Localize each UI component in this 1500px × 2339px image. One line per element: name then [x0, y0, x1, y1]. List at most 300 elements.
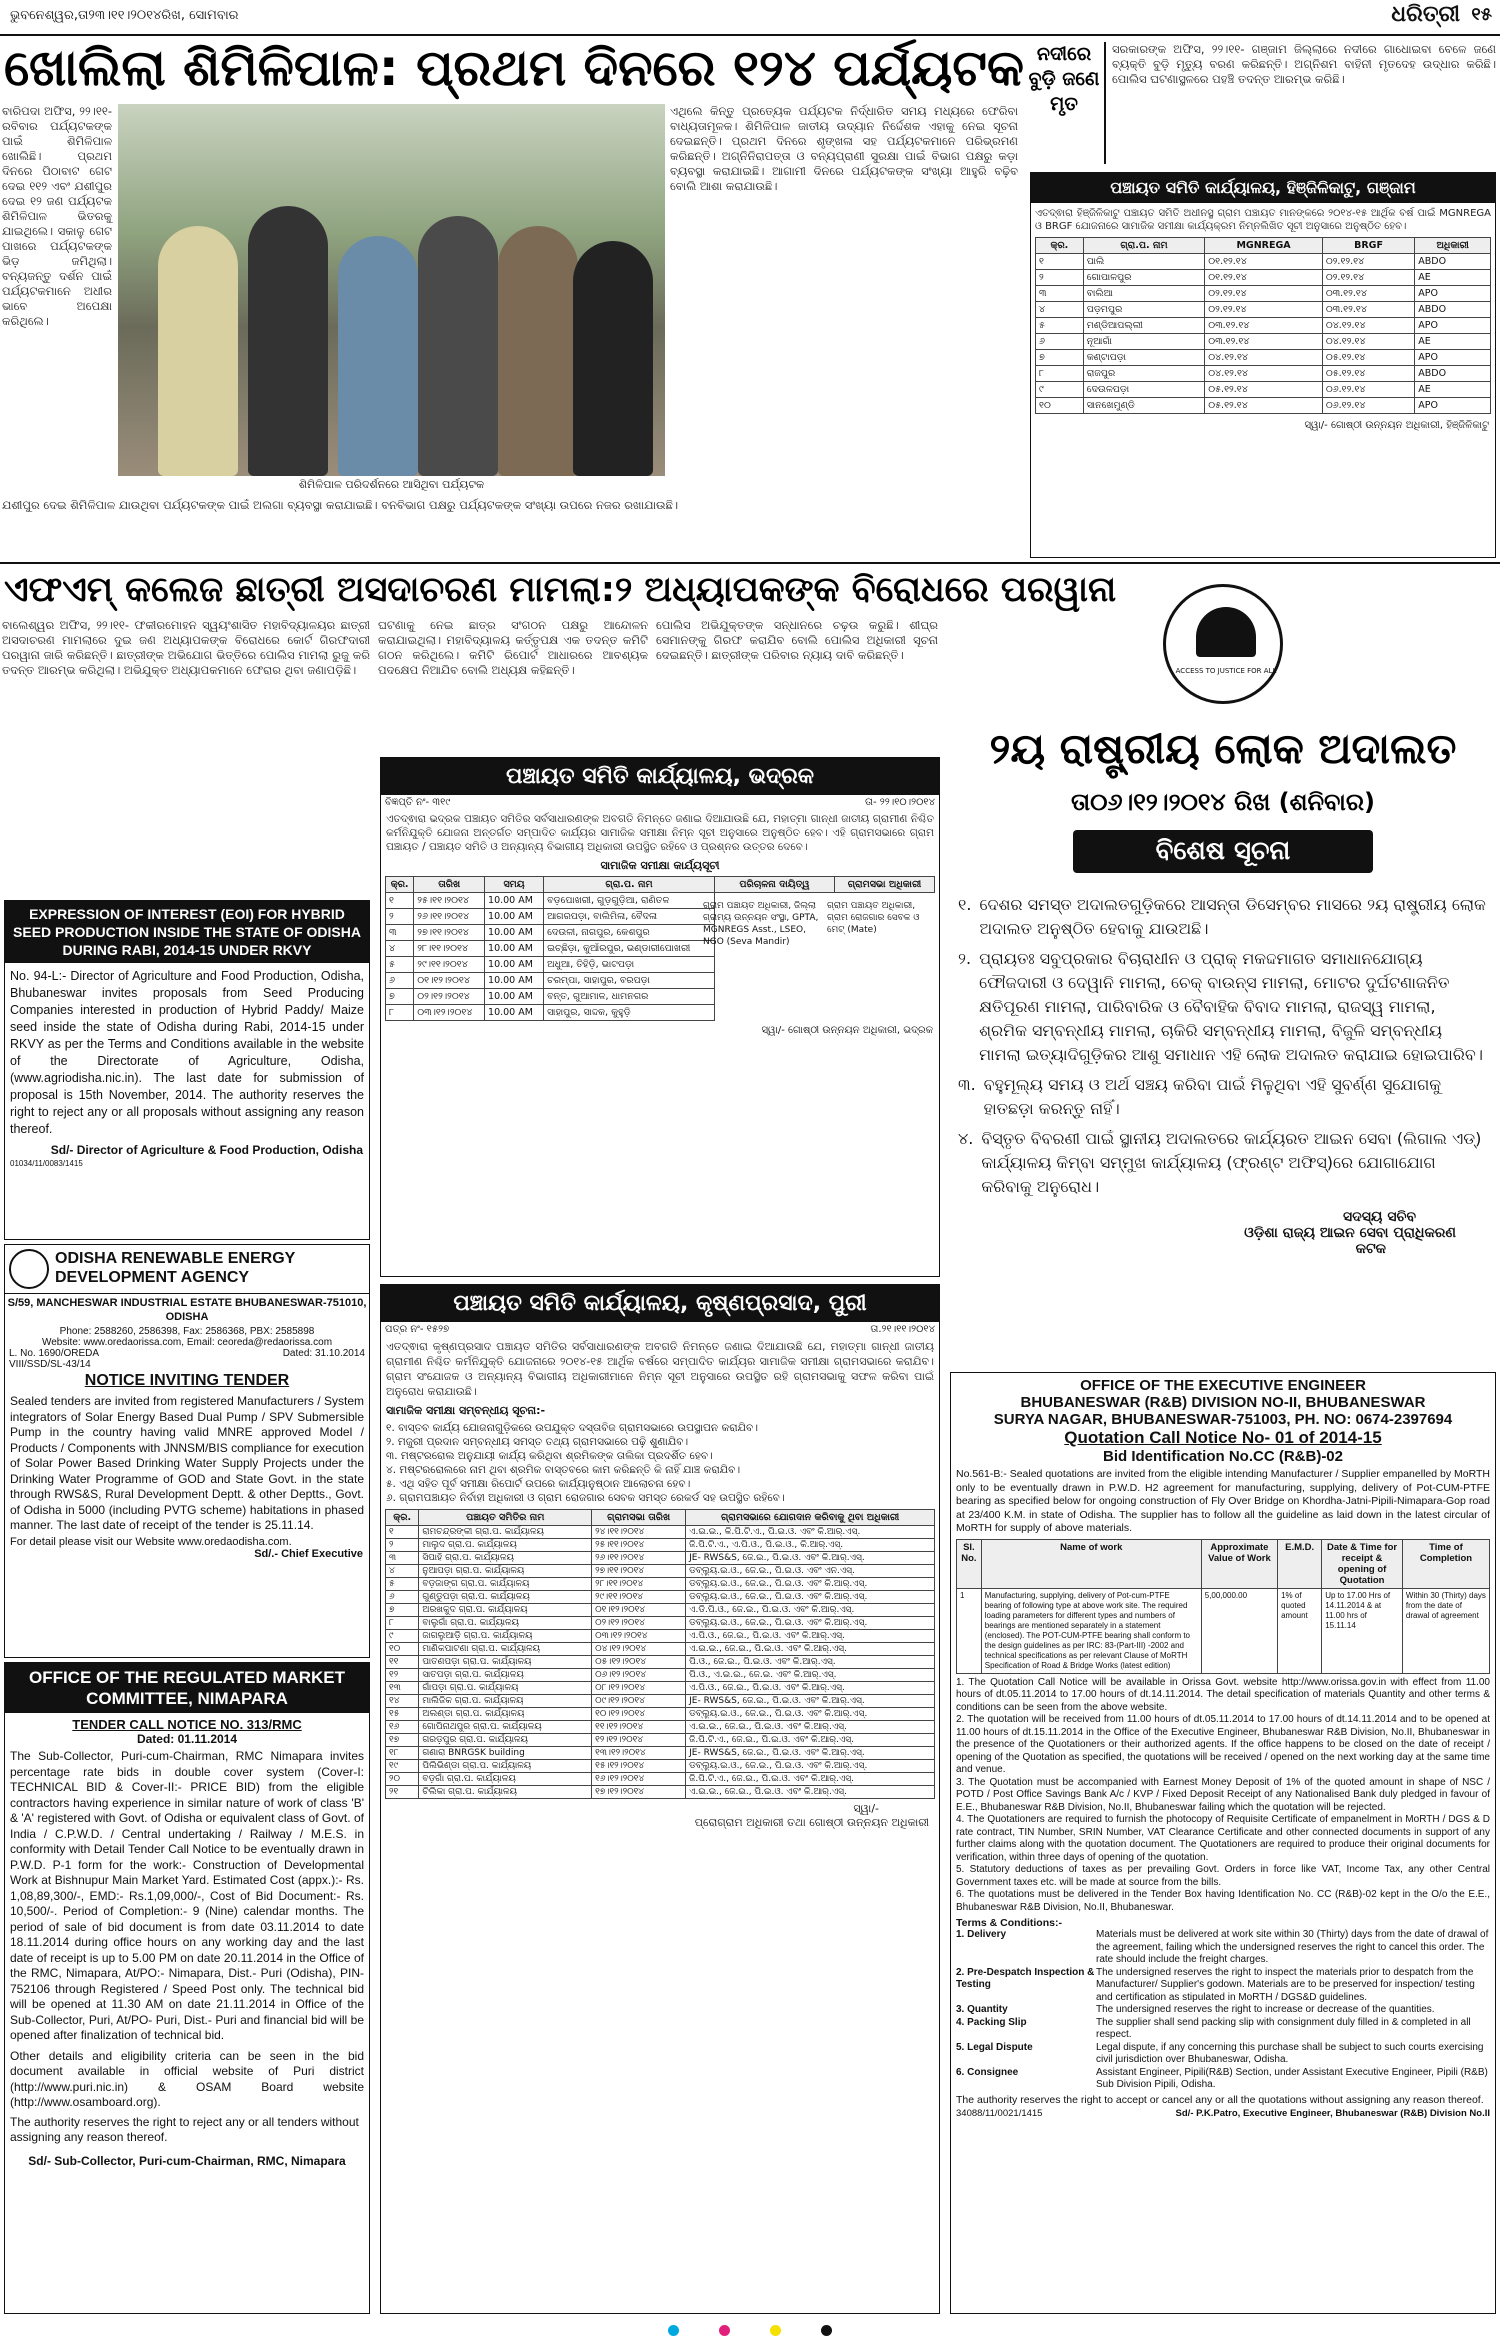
column-header: MGNREGA [1205, 238, 1323, 254]
table-cell: ୨୭।୧୧।୨୦୧୪ [592, 1565, 686, 1578]
term-text: The supplier shall send packing slip with consignment duly filled in & completed in all respect. [1096, 2016, 1471, 2040]
table-cell: AE [1415, 270, 1491, 286]
table-cell: ୧୫ [386, 1708, 419, 1721]
table-cell: ୫ [386, 1578, 419, 1591]
term-label: 5. Legal Dispute [956, 2041, 1033, 2053]
lead-tail: ଯଶୀପୁର ଦେଇ ଶିମିଳିପାଳ ଯାଉଥିବା ପର୍ଯ୍ୟଟକଙ୍କ ପାଇଁ ଅଲଗା ବ୍ୟବସ୍ଥା କରାଯାଇଛି। ବନବିଭାଗ ପକ୍ଷରୁ ପର୍ଯ୍ୟଟକଙ୍କ ସଂଖ୍ୟା ଉପରେ ନଜର ରଖାଯାଉଛି। [2, 498, 679, 512]
ps-bhadrak-list-head: ସାମାଜିକ ସମୀକ୍ଷା କାର୍ଯ୍ୟସୂଚୀ [600, 859, 720, 872]
rb-notes [951, 1674, 1495, 1918]
table-cell: AE [1415, 334, 1491, 350]
table-cell: ୦୩।୧୨।୨୦୧୪ [592, 1630, 686, 1643]
table-row [386, 1695, 935, 1708]
table-cell: APO [1415, 286, 1491, 302]
table-cell: ୭ [386, 989, 414, 1005]
eoi-notice [4, 900, 370, 1240]
table-cell: ୦୪।୧୨।୨୦୧୪ [592, 1643, 686, 1656]
column-header: ସମୟ [485, 877, 544, 893]
table-cell: ଜି.ପି.ଟି.ଏ., ଜେ.ଇ., ପି.ଇ.ଓ. ଏବଂ କି.ଆର୍.ଏସ୍. [686, 1734, 935, 1747]
table-cell: ପାଲି [1083, 254, 1205, 270]
table-row [386, 1578, 935, 1591]
column-header: ଗ୍ରାମସଭା ଅଧିକାରୀ [835, 877, 935, 893]
ps-bhadrak-resp: ଗ୍ରାମ ପଞ୍ଚାୟତ ଅଧିକାରୀ, ଜିଲ୍ଲା ଗ୍ରାମ୍ୟ ଉନ୍ନୟନ ସଂସ୍ଥା, GPTA, MGNREGS Asst., LSEO, NGO (Seva Mandir) [703, 901, 819, 947]
item-number: ୨. [958, 949, 972, 968]
table-cell: ୧୨।୧୨।୨୦୧୪ [592, 1734, 686, 1747]
column-header: ପଞ୍ଚାୟତ ସମିତିର ନାମ [419, 1510, 592, 1526]
oreda-date: Dated: 31.10.2014 [282, 1348, 365, 1359]
table-cell: ମଣ୍ଡିଆପଲ୍ଲୀ [1083, 318, 1205, 334]
table-cell: ୧୭ [386, 1734, 419, 1747]
table-cell: ଡବ୍ଲ୍ୟୁ.ଇ.ଓ., ଜେ.ଇ., ପି.ଇ.ଓ. ଏବଂ କି.ଆର୍.ଏସ୍. [686, 1591, 935, 1604]
table-cell [715, 973, 835, 989]
table-cell: ୧୯ [386, 1760, 419, 1773]
rule-item: ୧. ବାସ୍ତବ କାର୍ଯ୍ୟ ଯୋଜନାଗୁଡ଼ିକରେ ଉପଯୁକ୍ତ ଦସ୍ତାବିଜ ଗ୍ରାମସଭାରେ ଉପସ୍ଥାପନ କରାଯିବ। [386, 1422, 758, 1434]
dateline: ଭୁବନେଶ୍ୱର,ତା୨୩।୧୧।୨୦୧୪ରିଖ, ସୋମବାର [10, 8, 239, 23]
rb-table [956, 1539, 1490, 1674]
table-cell: ୯ [386, 1630, 419, 1643]
table-cell: ୦୫।୧୨।୨୦୧୪ [592, 1656, 686, 1669]
ps-puri-date: ତା.୨୧।୧୧।୨୦୧୪ [870, 1324, 935, 1335]
table-cell: ୧୦।୧୨।୨୦୧୪ [592, 1708, 686, 1721]
table-cell: ୮ [1036, 366, 1084, 382]
table-cell: ୦୪.୧୨.୧୪ [1322, 318, 1414, 334]
table-cell: ୦୧।୧୨।୨୦୧୪ [414, 973, 485, 989]
table-row [386, 1682, 935, 1695]
table-cell: ୦୫.୧୨.୧୪ [1322, 366, 1414, 382]
rule-item: ୬. ଗ୍ରାମପଞ୍ଚାୟତ ନିର୍ବାହୀ ଅଧିକାରୀ ଓ ଗ୍ରାମ ରୋଜଗାର ସେବକ ସମସ୍ତ ରେକର୍ଡ ସହ ଉପସ୍ଥିତ ରହିବେ। [386, 1492, 785, 1504]
table-row [1036, 382, 1491, 398]
term-label: 1. Delivery [956, 1929, 1007, 1940]
rule-item: ୨. ମଜୁରୀ ପ୍ରଦାନ ସମ୍ବନ୍ଧୀୟ ସମସ୍ତ ତଥ୍ୟ ଗ୍ରାମସଭାରେ ପଢ଼ି ଶୁଣାଯିବ। [386, 1436, 689, 1448]
rb-term [956, 2017, 1490, 2042]
oreda-detail: For detail please visit our Website www.oredaodisha.com. [10, 1535, 292, 1548]
lead-headline: ଖୋଲିଲା ଶିମିଳିପାଳ: ପ୍ରଥମ ଦିନରେ ୧୨୪ ପର୍ଯ୍ୟଟକ [4, 39, 1024, 97]
term-label: 6. Consignee [956, 2066, 1019, 2078]
lok-list-item [958, 893, 1488, 941]
rmc-notice [4, 1662, 370, 2314]
table-cell: ABDO [1415, 302, 1491, 318]
table-cell: ୦୫.୧୨.୧୪ [1205, 398, 1323, 414]
table-cell: ୨୪।୧୧।୨୦୧୪ [592, 1526, 686, 1539]
rmc-notice-no: TENDER CALL NOTICE NO. 313/RMC [72, 1717, 302, 1732]
lok-list-item [958, 1127, 1488, 1199]
black-dot [821, 2325, 832, 2336]
ps-puri-title: ପଞ୍ଚାୟତ ସମିତି କାର୍ଯ୍ୟାଳୟ, କୃଷ୍ଣପ୍ରସାଦ, ପୁରୀ [381, 1285, 939, 1322]
table-row [386, 1005, 935, 1021]
lok-adalat-date: ତା୦୬।୧୨।୨୦୧୪ ରିଖ (ଶନିବାର) [1070, 788, 1376, 816]
oreda-logo-icon [9, 1249, 49, 1289]
table-row [386, 1591, 935, 1604]
page-number: ୧୫ [1471, 4, 1492, 25]
table-cell: ପି.ଓ., ଜେ.ଇ., ପି.ଇ.ଓ. ଏବଂ କି.ଆର୍.ଏସ୍. [686, 1656, 935, 1669]
table-cell: ୧୧।୧୨।୨୦୧୪ [592, 1721, 686, 1734]
item-text: ବହୁମୂଲ୍ୟ ସମୟ ଓ ଅର୍ଥ ସଞ୍ଚୟ କରିବା ପାଇଁ ମିଳୁଥିବା ଏହି ସୁବର୍ଣ୍ଣ ସୁଯୋଗକୁ ହାତଛଡ଼ା କରନ୍ତୁ ନାହିଁ। [983, 1075, 1442, 1118]
table-cell: JE- RWS&S, ଜେ.ଇ., ପି.ଇ.ଓ. ଏବଂ କି.ଆର୍.ଏସ୍. [686, 1747, 935, 1760]
table-cell: ୮ [386, 1005, 414, 1021]
lead-story [0, 38, 1024, 558]
table-row [1036, 270, 1491, 286]
table-cell: APO [1415, 350, 1491, 366]
table-cell: ୦୩.୧୨.୧୪ [1205, 318, 1323, 334]
table-row [386, 1617, 935, 1630]
table-cell: ୧୬।୧୨।୨୦୧୪ [592, 1773, 686, 1786]
table-cell: ୦୫.୧୨.୧୪ [1322, 350, 1414, 366]
table-cell: ୨୧ [386, 1786, 419, 1799]
table-cell: ୦୬.୧୨.୧୪ [1322, 382, 1414, 398]
table-cell: ଗୋପିନାଥପୁର ଗ୍ରା.ପ. କାର୍ଯ୍ୟାଳୟ [419, 1721, 592, 1734]
lok-sign-1: ସଦସ୍ୟ ସଚିବ [1343, 1209, 1416, 1225]
table-cell: ଅଲଣ୍ଡା ଗ୍ରା.ପ. କାର୍ଯ୍ୟାଳୟ [419, 1708, 592, 1721]
table-row [386, 941, 935, 957]
table-cell: ୮ [386, 1617, 419, 1630]
table-cell: ଏ.ପି.ଓ., ଜେ.ଇ., ପି.ଇ.ଓ. ଏବଂ କି.ଆର୍.ଏସ୍. [686, 1682, 935, 1695]
table-row [957, 1588, 1490, 1673]
ps-puri-notice [380, 1284, 940, 2314]
table-cell: ABDO [1415, 254, 1491, 270]
table-row [386, 1786, 935, 1799]
table-cell: ୧୩ [386, 1682, 419, 1695]
table-cell: ଦେଉଳୀ, ନାଗପୁର, କେଶପୁର [544, 925, 715, 941]
table-cell: 5,00,000.00 [1201, 1588, 1277, 1673]
ps-ganjam-notice [1030, 172, 1496, 558]
table-cell: ରାଜପୁର [1083, 366, 1205, 382]
table-cell: ୨୫।୧୧।୨୦୧୪ [592, 1539, 686, 1552]
table-cell: କଣ୍ଟାପଡ଼ା [1083, 350, 1205, 366]
table-cell: ଚରମ୍ପା, ସାହାପୁର, ବରପଡ଼ା [544, 973, 715, 989]
fm-headline: ଏଫଏମ୍ କଲେଜ ଛାତ୍ରୀ ଅସଦାଚରଣ ମାମଲା:୨ ଅଧ୍ୟାପକଙ୍କ ବିରୋଧରେ ପରୱାନା [4, 570, 1117, 610]
rb-closing: The authority reserves the right to accept or cancel any or all the quotations without assigning any reason thereof. [956, 2093, 1484, 2106]
table-cell: ବଡ଼ଗାଁ ଗ୍ରା.ପ. କାର୍ଯ୍ୟାଳୟ [419, 1773, 592, 1786]
table-row [386, 1604, 935, 1617]
table-cell: ୭ [386, 1604, 419, 1617]
rb-division: BHUBANESWAR (R&B) DIVISION NO-II, BHUBANESWAR [1020, 1394, 1426, 1411]
cyan-dot [668, 2325, 679, 2336]
rmc-body: The Sub-Collector, Puri-cum-Chairman, RMC Nimapara invites percentage rate bids in double cover system (Cover-I: TECHNICAL BID & Cover-II:- PRICE BID) from the eligible contractors having experience in similar nature of work of class 'B' & 'A' registered with Govt. of Odisha or equivalent class of Govt. of India / C.P.W.D. / Central undertaking / Railway / M.E.S. in conformity with Detail Tender Call Notice to be eventually drawn in P.W.D. P-1 form for the work:- Construction of Developmental Work at Bishnupur Main Market Yard. Estimated Cost (appx.):- Rs. 1,08,89,300/-, EMD:- Rs.1,09,000/-, Cost of Bid Document:- Rs. 10,500/-. Period of Completion:- 9 (Nine) calendar months. The period of sale of bid document is from date 03.11.2014 to date 18.11.2014 during office hours on any working day and the last date of receipt is up to 5.00 PM on date 20.11.2014 in the Office of the RMC, Nimapara, At/PO:- Nimapara, Dist.- Puri (Odisha), PIN- 752106 through Registered / Speed Post only. The technical bid will be opened at 11.30 AM on date 21.11.2014 in Office of the Sub-Collector, Puri, At/PO- Puri, Dist.- Puri and financial bid will be opened after finalization of technical bid. [10, 1749, 364, 2042]
table-cell: ଡବ୍ଲ୍ୟୁ.ଇ.ଓ., ଜେ.ଇ., ପି.ଇ.ଓ. ଏବଂ କି.ଆର୍.ଏସ୍. [686, 1578, 935, 1591]
table-row [386, 1708, 935, 1721]
rmc-date: Dated: 01.11.2014 [136, 1732, 238, 1746]
table-cell: ୧ [1036, 254, 1084, 270]
table-cell: ବଡ଼ପୋଖରୀ, ଗୁଡ଼ଗୁଡ଼ିଆ, ରାଣିତଳ [544, 893, 715, 909]
oreda-lno: L. No. 1690/OREDA [9, 1348, 100, 1359]
table-row [386, 1721, 935, 1734]
table-cell: ୧୫।୧୨।୨୦୧୪ [592, 1760, 686, 1773]
lok-list-item [958, 947, 1488, 1067]
table-cell: ୨ [1036, 270, 1084, 286]
item-text: ବିସ୍ତୃତ ବିବରଣୀ ପାଇଁ ସ୍ଥାନୀୟ ଅଦାଲତରେ କାର୍ଯ୍ୟରତ ଆଇନ ସେବା (ଲିଗାଲ ଏଡ୍) କାର୍ଯ୍ୟାଳୟ କିମ୍ବା ସମ୍ମୁଖ କାର୍ଯ୍ୟାଳୟ (ଫ୍ରଣ୍ଟ ଅଫିସ୍)ରେ ଯୋଗାଯୋଗ କରିବାକୁ ଅନୁରୋଧ। [981, 1129, 1482, 1196]
table-cell: 10.00 AM [485, 893, 544, 909]
table-row [386, 1552, 935, 1565]
table-row [386, 1773, 935, 1786]
rb-note: 1. The Quotation Call Notice will be available in Orissa Govt. website http://www.orissa.gov.in with effect from 11.00 hours of dt.05.11.2014 to 17.00 hours of dt.14.11.2014. The detail specification of materials Quantity and other terms & conditions can be seen from the above website. [956, 1676, 1490, 1713]
rmc-title: OFFICE OF THE REGULATED MARKET COMMITTEE, NIMAPARA [5, 1663, 369, 1713]
lok-sign-3: କଟକ [1355, 1241, 1386, 1257]
table-cell: ୬ [386, 973, 414, 989]
table-cell: ଆଗରପଡ଼ା, ବାଲିମିଳା, ବୈଦଳା [544, 909, 715, 925]
table-cell: ଅଧୁଆ, ତିହିଡ଼ି, ଭାଟପଡ଼ା [544, 957, 715, 973]
table-cell: ୦୧.୧୨.୧୪ [1205, 270, 1323, 286]
table-cell: ୦୫.୧୨.୧୪ [1205, 382, 1323, 398]
eoi-title: EXPRESSION OF INTEREST (EOI) FOR HYBRID SEED PRODUCTION INSIDE THE STATE OF ODISHA DURING RABI, 2014-15 UNDER RKVY [5, 901, 369, 963]
table-cell [715, 957, 835, 973]
table-row [1036, 254, 1491, 270]
oreda-heading: NOTICE INVITING TENDER [84, 1372, 290, 1389]
table-cell: ଗୁଣ୍ଡୁପଡ଼ା ଗ୍ରା.ପ. କାର୍ଯ୍ୟାଳୟ [419, 1591, 592, 1604]
fm-col-3: ପୋଲିସ ଅଭିଯୁକ୍ତଙ୍କ ସନ୍ଧାନରେ ଚଢ଼ଉ କରୁଛି। ଶୀଘ୍ର ସେମାନଙ୍କୁ ଗିରଫ କରାଯିବ ବୋଲି ପୋଲିସ ଅଧିକାରୀ ସୂଚନା ଦେଇଛନ୍ତି। ଛାତ୍ରୀଙ୍କ ପରିବାର ନ୍ୟାୟ ଦାବି କରିଛନ୍ତି। [656, 618, 938, 662]
table-cell [835, 1005, 935, 1021]
table-cell: ୨୯।୧୧।୨୦୧୪ [592, 1591, 686, 1604]
ps-bhadrak-title: ପଞ୍ଚାୟତ ସମିତି କାର୍ଯ୍ୟାଳୟ, ଭଦ୍ରକ [381, 758, 939, 795]
table-cell: ଅରଖକୁଦ ଗ୍ରା.ପ. କାର୍ଯ୍ୟାଳୟ [419, 1604, 592, 1617]
table-cell: ଦେଉଳପଡ଼ା [1083, 382, 1205, 398]
table-cell: ୪ [1036, 302, 1084, 318]
table-cell: 10.00 AM [485, 941, 544, 957]
ps-bhadrak-mate: ଗ୍ରାମ ପଞ୍ଚାୟତ ଅଧିକାରୀ, ଗ୍ରାମ ରୋଜଗାର ସେବକ ଓ ମେଟ୍ (Mate) [827, 901, 920, 935]
lok-list-item [958, 1073, 1488, 1121]
item-number: ୩. [958, 1075, 976, 1094]
table-cell: ୦୯।୧୨।୨୦୧୪ [592, 1695, 686, 1708]
table-row [1036, 334, 1491, 350]
table-row [386, 1565, 935, 1578]
table-header-row [386, 1510, 935, 1526]
rb-term [956, 1967, 1490, 2005]
lead-col-2: ଏଥିଲେ କିନ୍ତୁ ପ୍ରତ୍ୟେକ ପର୍ଯ୍ୟଟକ ନିର୍ଦ୍ଧାରିତ ସମୟ ମଧ୍ୟରେ ଫେରିବା ବାଧ୍ୟତାମୂଳକ। ଶିମିଳିପାଳ ଜାତୀୟ ଉଦ୍ୟାନ ନିର୍ଦ୍ଦେଶକ ଏହାକୁ ନେଇ ସୂଚନା ଦେଇଛନ୍ତି। ପ୍ରଥମ ଦିନରେ ଶୃଙ୍ଖଳା ସହ ପର୍ଯ୍ୟଟକମାନେ ପରିଭ୍ରମଣ କରିଛନ୍ତି। ଅଗ୍ନିନିରାପତ୍ତା ଓ ବନ୍ୟପ୍ରାଣୀ ସୁରକ୍ଷା ପାଇଁ ବିଭାଗ ପକ୍ଷରୁ କଡ଼ା ବ୍ୟବସ୍ଥା କରାଯାଇଛି। ଆଗାମୀ ଦିନରେ ପର୍ଯ୍ୟଟକଙ୍କ ସଂଖ୍ୟା ଆହୁରି ବଢ଼ିବ ବୋଲି ଆଶା କରାଯାଉଛି। [670, 104, 1018, 193]
table-cell: ABDO [1415, 366, 1491, 382]
table-cell: ୨୮।୧୧।୨୦୧୪ [414, 941, 485, 957]
table-cell: ଗରଡ଼ପୁର ଗ୍ରା.ପ. କାର୍ଯ୍ୟାଳୟ [419, 1734, 592, 1747]
rule-item: ୩. ମଷ୍ଟରରୋଲ ଅନୁଯାୟୀ କାର୍ଯ୍ୟ କରିଥିବା ଶ୍ରମିକଙ୍କ ତାଲିକା ପ୍ରଦର୍ଶିତ ହେବ। [386, 1450, 713, 1462]
table-cell: Manufacturing, supplying, delivery of Pot-cum-PTFE bearing of following type at above work site. The required loading parameters for different types and numbers of bearings are mentioned separately in a statement (enclosed). The POT-CUM-PTFE bearing shall conform to the design guidelines as per IRC: 83-(Part-III) -2002 and technical specifications as per relevant Clause of MoRTH Specification of Road & Bridge Works (latest edition) [981, 1588, 1201, 1673]
photo-caption: ଶିମିଳିପାଳ ପରିଦର୍ଶନରେ ଆସିଥିବା ପର୍ଯ୍ୟଟକ [298, 478, 485, 491]
emblem-text: ACCESS TO JUSTICE FOR ALL [1175, 667, 1277, 675]
table-cell: ନୁଆପଡ଼ା ଗ୍ରା.ପ. କାର୍ଯ୍ୟାଳୟ [419, 1565, 592, 1578]
table-cell: 1 [957, 1588, 982, 1673]
column-header: ଗ୍ରା.ପ. ନାମ [544, 877, 715, 893]
eoi-code: 01034/11/0083/1415 [10, 1159, 83, 1168]
rb-code: 34088/11/0021/1415 [956, 2107, 1043, 2119]
table-cell: ୦୬.୧୨.୧୪ [1322, 398, 1414, 414]
table-cell: ଜାଗଲୁଆଡ଼ି ଗ୍ରା.ପ. କାର୍ଯ୍ୟାଳୟ [419, 1630, 592, 1643]
table-cell: ୦୩।୧୨।୨୦୧୪ [414, 1005, 485, 1021]
table-cell: ୦୮।୧୨।୨୦୧୪ [592, 1682, 686, 1695]
table-cell: ୦୪.୧୨.୧୪ [1322, 334, 1414, 350]
table-cell: ବାଲିଆ [1083, 286, 1205, 302]
table-row [1036, 318, 1491, 334]
table-cell: ୨୬।୧୧।୨୦୧୪ [592, 1552, 686, 1565]
table-cell: ଡବ୍ଲ୍ୟୁ.ଇ.ଓ., ଜେ.ଇ., ପି.ଇ.ଓ. ଏବଂ କି.ଆର୍.ଏସ୍. [686, 1760, 935, 1773]
column-header: ଅଧିକାରୀ [1415, 238, 1491, 254]
newspaper-logo: ଧରିତ୍ରୀ [1391, 2, 1460, 27]
table-cell: ସାତପଡ଼ା ଗ୍ରା.ପ. କାର୍ଯ୍ୟାଳୟ [419, 1669, 592, 1682]
table-cell: ୪ [386, 1565, 419, 1578]
nalsa-emblem-icon [1163, 584, 1283, 704]
lok-adalat-notice [950, 566, 1496, 1316]
table-row [386, 973, 935, 989]
column-header: ଗ୍ରାମସଭା ତାରିଖ [592, 1510, 686, 1526]
table-cell: ୦୨।୧୨।୨୦୧୪ [592, 1617, 686, 1630]
table-row [1036, 302, 1491, 318]
table-cell: ଏ.ଇ.ଇ., ଜେ.ଇ., ପି.ଇ.ଓ. ଏବଂ କି.ଆର୍.ଏସ୍. [686, 1721, 935, 1734]
table-cell: ୦୩.୧୨.୧୪ [1322, 302, 1414, 318]
rb-note: 2. The quotation will be received from 11.00 hours of dt.05.11.2014 to 17.00 hours of dt.14.11.2014 and to be opened at 11.00 hours of dt.15.11.2014 in the Office of the Executive Engineer, Bhubaneswar R&B Division, No.II, Bhubaneswar in the presence of the Quotationers or their authorized agents. If the office happens to be closed on the date of receipt / opening of the Quotation as specified, the quotations will be received / opened on the next working day at the same time and venue. [956, 1714, 1490, 1775]
table-cell: ୨୦ [386, 1773, 419, 1786]
ps-ganjam-title: ପଞ୍ଚାୟତ ସମିତି କାର୍ଯ୍ୟାଳୟ, ହିଞ୍ଜିଳିକାଟୁ, ଗଞ୍ଜାମ [1031, 173, 1495, 203]
ps-bhadrak-notice [380, 757, 940, 1277]
table-cell: ୧୦ [386, 1643, 419, 1656]
page-header [0, 0, 1500, 36]
table-cell: JE- RWS&S, ଜେ.ଇ., ପି.ଇ.ଓ. ଏବଂ କି.ଆର୍.ଏସ୍. [686, 1695, 935, 1708]
table-cell [835, 989, 935, 1005]
term-label: 4. Packing Slip [956, 2016, 1027, 2028]
table-row [386, 1630, 935, 1643]
table-cell: ଇଚ୍ଛିଡ଼ା, କୁଆଁରପୁର, ଭଣ୍ଡାରୀପୋଖରୀ [544, 941, 715, 957]
column-header: କ୍ର. [1036, 238, 1084, 254]
oreda-name: ODISHA RENEWABLE ENERGY DEVELOPMENT AGENCY [55, 1250, 296, 1286]
table-cell: ନୂଆଗାଁ [1083, 334, 1205, 350]
table-cell: ୨ [386, 1539, 419, 1552]
column-header: BRGF [1322, 238, 1414, 254]
rb-terms [951, 1929, 1495, 2092]
item-text: ପ୍ରାୟତଃ ସବୁପ୍ରକାର ବିଚାରାଧୀନ ଓ ପ୍ରାକ୍ ମକଦ୍ଦମାଗତ ସମାଧାନଯୋଗ୍ୟ ଫୌଜଦାରୀ ଓ ଦେୱାନି ମାମଲା, ଚେକ୍ ବାଉନ୍ସ ମାମଲା, ମୋଟର ଦୁର୍ଘଟଣାଜନିତ କ୍ଷତିପୂରଣ ମାମଲା, ପାରିବାରିକ ଓ ବୈବାହିକ ବିବାଦ ମାମଲା, ରାଜସ୍ୱ ମାମଲା, ଶ୍ରମିକ ସମ୍ବନ୍ଧୀୟ ମାମଲା, ଚାକିରି ସମ୍ବନ୍ଧୀୟ ମାମଲା, ବିଜୁଳି ସମ୍ବନ୍ଧୀୟ ମାମଲା ଇତ୍ୟାଦିଗୁଡ଼ିକର ଆଶୁ ସମାଧାନ ଏହି ଲୋକ ଅଦାଲତ କରାଯାଇ ହୋଇପାରିବ। [979, 949, 1483, 1064]
table-header-row [1036, 238, 1491, 254]
table-cell: ୧୬ [386, 1721, 419, 1734]
column-header: Time of Completion [1402, 1539, 1489, 1588]
ps-bhadrak-ref: ବିଜ୍ଞପ୍ତି ନଂ- ୩୧୯ [385, 797, 451, 808]
term-label: 3. Quantity [956, 2004, 1008, 2015]
table-cell: ୧୧ [386, 1656, 419, 1669]
rb-term [956, 2042, 1490, 2067]
table-row [1036, 350, 1491, 366]
table-cell: ୧୦ [1036, 398, 1084, 414]
table-cell: ୨୮।୧୧।୨୦୧୪ [592, 1578, 686, 1591]
table-cell: ଗଣାରା BNRGSK building [419, 1747, 592, 1760]
lead-col-1: ବାରିପଦା ଅଫିସ, ୨୨।୧୧- ରବିବାର ପର୍ଯ୍ୟଟକଙ୍କ ପାଇଁ ଶିମିଳିପାଳ ଖୋଲିଛି। ପ୍ରଥମ ଦିନରେ ପିଠାବାଟ ଗେଟ ଦେଇ ୧୧୨ ଏବଂ ଯଶୀପୁର ଦେଇ ୧୨ ଜଣ ପର୍ଯ୍ୟଟକ ଶିମିଳିପାଳ ଭିତରକୁ ଯାଇଥିଲେ। ସକାଳୁ ଗେଟ ପାଖରେ ପର୍ଯ୍ୟଟକଙ୍କ ଭିଡ଼ ଜମିଥିଲା। ବନ୍ୟଜନ୍ତୁ ଦର୍ଶନ ପାଇଁ ପର୍ଯ୍ୟଟକମାନେ ଅଧୀର ଭାବେ ଅପେକ୍ଷା କରିଥିଲେ। [2, 104, 112, 328]
table-cell: ୦୩.୧୨.୧୪ [1205, 334, 1323, 350]
oreda-ref: VIII/SSD/SL-43/14 [9, 1359, 91, 1370]
table-cell: ୧୮ [386, 1747, 419, 1760]
table-cell: ୦୪.୧୨.୧୪ [1205, 366, 1323, 382]
table-row [1036, 286, 1491, 302]
table-cell: Within 30 (Thirty) days from the date of drawal of agreement [1402, 1588, 1489, 1673]
table-cell: ୧୭।୧୨।୨୦୧୪ [592, 1786, 686, 1799]
rb-term [956, 1929, 1490, 1967]
ps-puri-intro: ଏତଦ୍ଵାରା କୃଷ୍ଣପ୍ରସାଦ ପଞ୍ଚାୟତ ସମିତିର ସର୍ବସାଧାରଣଙ୍କ ଅବଗତି ନିମନ୍ତେ ଜଣାଇ ଦିଆଯାଉଛି ଯେ, ମହାତ୍ମା ଗାନ୍ଧୀ ଜାତୀୟ ଗ୍ରାମୀଣ ନିଶ୍ଚିତ କର୍ମନିଯୁକ୍ତି ଯୋଜନାରେ ୨୦୧୪-୧୫ ଆର୍ଥିକ ବର୍ଷରେ ସମ୍ପାଦିତ କାର୍ଯ୍ୟର ସାମାଜିକ ସମୀକ୍ଷା ଗ୍ରାମସଭାରେ କରାଯିବ। ଗ୍ରାମ ସଂଯୋଜକ ଓ ଅନ୍ୟାନ୍ୟ ବିଭାଗୀୟ ଅଧିକାରୀମାନେ ନିମ୍ନ ସୂଚୀ ଅନୁସାରେ ଉପସ୍ଥିତ ରହି ଗ୍ରାମସଭାକୁ ସଫଳ କରିବା ପାଇଁ ଅନୁରୋଧ କରାଯାଉଛି। [386, 1340, 934, 1398]
rule-item: ୪. ମଷ୍ଟରରୋଲରେ ନାମ ଥିବା ଶ୍ରମିକ ବାସ୍ତବରେ କାମ କରିଛନ୍ତି କି ନାହିଁ ଯାଞ୍ଚ କରାଯିବ। [386, 1464, 741, 1476]
table-cell: AE [1415, 382, 1491, 398]
table-cell: ୦୨.୧୨.୧୪ [1205, 302, 1323, 318]
rmc-sign: Sd/- Sub-Collector, Puri-cum-Chairman, RMC, Nimapara [28, 2153, 346, 2168]
term-text: Materials must be delivered at work site within 30 (Thirty) days from the date of drawal of the agreement, failing which the undersigned reserves the right to cancel this order. The rate should include the freight charges. [1096, 1929, 1489, 1965]
rmc-body-3: The authority reserves the right to reject any or all tenders without assigning any reason thereof. [10, 2114, 359, 2144]
color-registration-strip [0, 2322, 1500, 2339]
table-cell: 10.00 AM [485, 973, 544, 989]
lok-sign-2: ଓଡ଼ିଶା ରାଜ୍ୟ ଆଇନ ସେବା ପ୍ରାଧିକରଣ [1244, 1225, 1456, 1241]
table-row [386, 1760, 935, 1773]
fm-col-2: ଘଟଣାକୁ ନେଇ ଛାତ୍ର ସଂଗଠନ ପକ୍ଷରୁ ଆନ୍ଦୋଳନ କରାଯାଇଥିଲା। ମହାବିଦ୍ୟାଳୟ କର୍ତ୍ତୃପକ୍ଷ ଏକ ତଦନ୍ତ କମିଟି ଗଠନ କରିଥିଲେ। କମିଟି ରିପୋର୍ଟ ଆଧାରରେ ଆବଶ୍ୟକ ପଦକ୍ଷେପ ନିଆଯିବ ବୋଲି ଅଧ୍ୟକ୍ଷ କହିଛନ୍ତି। [378, 618, 648, 677]
table-cell: APO [1415, 398, 1491, 414]
table-cell: ୩ [1036, 286, 1084, 302]
term-text: Legal dispute, if any concerning this purchase shall be subject to such courts exercising civil jurisdiction over Bhubaneswar, Odisha. [1096, 2041, 1484, 2065]
table-cell: ୦୨.୧୨.୧୪ [1205, 286, 1323, 302]
river-headline: ନଦୀରେ ବୁଡ଼ି ଜଣେ ମୃତ [1028, 43, 1100, 115]
table-cell: ୨୬।୧୧।୨୦୧୪ [414, 909, 485, 925]
table-cell: ୩ [386, 925, 414, 941]
table-cell: ଏ.ପି.ଓ., ଜେ.ଇ., ପି.ଇ.ଓ. ଏବଂ କି.ଆର୍.ଏସ୍. [686, 1630, 935, 1643]
rb-bid-id: Bid Identification No.CC (R&B)-02 [1103, 1448, 1343, 1465]
table-cell: ୧୨ [386, 1669, 419, 1682]
term-label: 2. Pre-Despatch Inspection & Testing [956, 1966, 1095, 1990]
rmc-body-2: Other details and eligibility criteria can be seen in the bid document available in official website of Puri district (http://www.puri.nic.in) & OSAM Board website (http://www.osamboard.org). [10, 2048, 364, 2109]
table-cell: ମାଣିକପାଟଣା ଗ୍ରା.ପ. କାର୍ଯ୍ୟାଳୟ [419, 1643, 592, 1656]
table-cell [715, 1005, 835, 1021]
table-cell: ମାଲୁଦ ଗ୍ରା.ପ. କାର୍ଯ୍ୟାଳୟ [419, 1539, 592, 1552]
rb-note: 6. The quotations must be delivered in the Tender Box having Identification No. CC (R&B)-02 kept in the O/o the E.E., Bhubaneswar R&B Division, No.II, Bhubaneswar. [956, 1889, 1490, 1913]
special-notice-banner: ବିଶେଷ ସୂଚନା [1073, 830, 1373, 873]
table-cell: ଜି.ପି.ଟି.ଏ., ଏ.ପି.ଓ., ପି.ଇ.ଓ., କି.ଆର୍.ଏସ୍. [686, 1539, 935, 1552]
table-row [386, 1539, 935, 1552]
table-cell [835, 941, 935, 957]
ps-puri-rules [381, 1421, 939, 1505]
table-cell: ଗୋପାଳପୁର [1083, 270, 1205, 286]
table-cell: ଚିଲିକା ଗ୍ରା.ପ. କାର୍ଯ୍ୟାଳୟ [419, 1786, 592, 1799]
table-header-row [386, 877, 935, 893]
table-cell: JE- RWS&S, ଜେ.ଇ., ପି.ଇ.ଓ. ଏବଂ କି.ଆର୍.ଏସ୍. [686, 1552, 935, 1565]
table-cell: ଜି.ପି.ଟି.ଏ., ଜେ.ଇ., ପି.ଇ.ଓ. ଏବଂ କି.ଆର୍.ଏସ୍. [686, 1773, 935, 1786]
table-cell: ଏ.ଇ.ଇ., ଜେ.ଇ., ପି.ଇ.ଓ. ଏବଂ କି.ଆର୍.ଏସ୍. [686, 1643, 935, 1656]
rb-term [956, 2004, 1490, 2017]
term-text: The undersigned reserves the right to inspect the materials prior to despatch from the Manufacturer/ Supplier's godown. Materials are to be preserved for inspection/ testing and certification as stipulated in MoRTH / DGS&D guidelines. [1096, 1966, 1475, 2003]
table-cell: ୨ [386, 909, 414, 925]
river-story [1028, 38, 1498, 168]
rb-note: 5. Statutory deductions of taxes as per prevailing Govt. Orders in force like VAT, Income Tax, any other Central Government taxes etc. will be made at source from the bills. [956, 1864, 1490, 1888]
table-cell: 10.00 AM [485, 909, 544, 925]
ps-puri-rules-head: ସାମାଜିକ ସମୀକ୍ଷା ସମ୍ବନ୍ଧୀୟ ସୂଚନା:- [386, 1404, 546, 1417]
oreda-notice [4, 1244, 370, 1658]
table-header-row [957, 1539, 1490, 1588]
ps-ganjam-sign: ସ୍ୱା/- ଗୋଷ୍ଠୀ ଉନ୍ନୟନ ଅଧିକାରୀ, ହିଞ୍ଜିଳିକାଟୁ [1304, 420, 1489, 431]
fm-col-1: ବାଲେଶ୍ୱର ଅଫିସ, ୨୨।୧୧- ଫକୀରମୋହନ ସ୍ୱୟଂଶାସିତ ମହାବିଦ୍ୟାଳୟର ଛାତ୍ରୀ ଅସଦାଚରଣ ମାମଲାରେ ଦୁଇ ଜଣ ଅଧ୍ୟାପକଙ୍କ ବିରୋଧରେ କୋର୍ଟ ଗିରଫଦାରୀ ପରୱାନା ଜାରି କରିଛନ୍ତି। ଛାତ୍ରୀଙ୍କ ଅଭିଯୋଗ ଭିତ୍ତିରେ ପୋଲିସ ମାମଲା ରୁଜୁ କରି ତଦନ୍ତ ଆରମ୍ଭ କରିଥିଲା। ଅଭିଯୁକ୍ତ ଅଧ୍ୟାପକମାନେ ଫେରାର ଥିବା ଜଣାପଡ଼ିଛି। [2, 618, 370, 677]
table-cell: ୨୯।୧୧।୨୦୧୪ [414, 957, 485, 973]
table-cell: ପିଲିଭିଣ୍ଡା ଗ୍ରା.ପ. କାର୍ଯ୍ୟାଳୟ [419, 1760, 592, 1773]
river-body: ସରକାରଙ୍କ ଅଫିସ, ୨୨।୧୧- ଗଞ୍ଜାମ ଜିଲ୍ଲାରେ ନଦୀରେ ଗାଧୋଇବା ବେଳେ ଜଣେ ବ୍ୟକ୍ତି ବୁଡ଼ି ମୃତ୍ୟୁ ବରଣ କରିଛନ୍ତି। ଅଗ୍ନିଶମ ବାହିନୀ ମୃତଦେହ ଉଦ୍ଧାର କରିଛି। ପୋଲିସ ଘଟଣାସ୍ଥଳରେ ପହଞ୍ଚି ତଦନ୍ତ ଆରମ୍ଭ କରିଛି। [1112, 42, 1496, 86]
table-cell: 10.00 AM [485, 989, 544, 1005]
rb-terms-head: Terms & Conditions:- [956, 1917, 1062, 1929]
table-cell: ପି.ଓ., ଏ.ଇ.ଇ., ଜେ.ଇ. ଏବଂ କି.ଆର୍.ଏସ୍. [686, 1669, 935, 1682]
column-header: E.M.D. [1278, 1539, 1322, 1588]
column-header: କ୍ର. [386, 1510, 419, 1526]
table-cell: ୬ [1036, 334, 1084, 350]
rb-address: SURYA NAGAR, BHUBANESWAR-751003, PH. NO: 0674-2397694 [993, 1411, 1453, 1428]
table-cell: ୦୧।୧୨।୨୦୧୪ [592, 1604, 686, 1617]
table-cell: ୫ [386, 957, 414, 973]
lok-adalat-title: ୨ୟ ରାଷ୍ଟ୍ରୀୟ ଲୋକ ଅଦାଲତ [989, 724, 1457, 773]
table-cell: ୫ [1036, 318, 1084, 334]
table-cell: ସିପାହି ଗ୍ରା.ପ. କାର୍ଯ୍ୟାଳୟ [419, 1552, 592, 1565]
lok-adalat-list [958, 893, 1488, 1199]
column-header: ଗ୍ରା.ପ. ନାମ [1083, 238, 1205, 254]
ps-puri-sign-1: ସ୍ୱା/- [853, 1802, 879, 1815]
table-cell: ୦୧.୧୨.୧୪ [1205, 254, 1323, 270]
table-cell: ବନ୍ତ, ଗୁଆମାଳ, ଧାମନଗର [544, 989, 715, 1005]
column-header: Name of work [981, 1539, 1201, 1588]
table-row [386, 1747, 935, 1760]
ps-bhadrak-date: ତା- ୨୨।୧୦।୨୦୧୪ [865, 797, 935, 808]
ps-ganjam-table [1035, 237, 1491, 414]
table-cell: ଗାଁପଡ଼ା ଗ୍ରା.ପ. କାର୍ଯ୍ୟାଳୟ [419, 1682, 592, 1695]
table-cell: ଡବ୍ଲ୍ୟୁ.ଇ.ଓ., ଜେ.ଇ., ପି.ଇ.ଓ. ଏବଂ ଏନ.ଏସ୍. [686, 1565, 935, 1578]
table-cell: ୬ [386, 1591, 419, 1604]
column-header: ପରିଚାଳନା ଦାୟିତ୍ୱ [715, 877, 835, 893]
table-cell: ଡବ୍ଲ୍ୟୁ.ଇ.ଓ., ଜେ.ଇ., ପି.ଇ.ଓ. ଏବଂ କି.ଆର୍.ଏସ୍. [686, 1617, 935, 1630]
